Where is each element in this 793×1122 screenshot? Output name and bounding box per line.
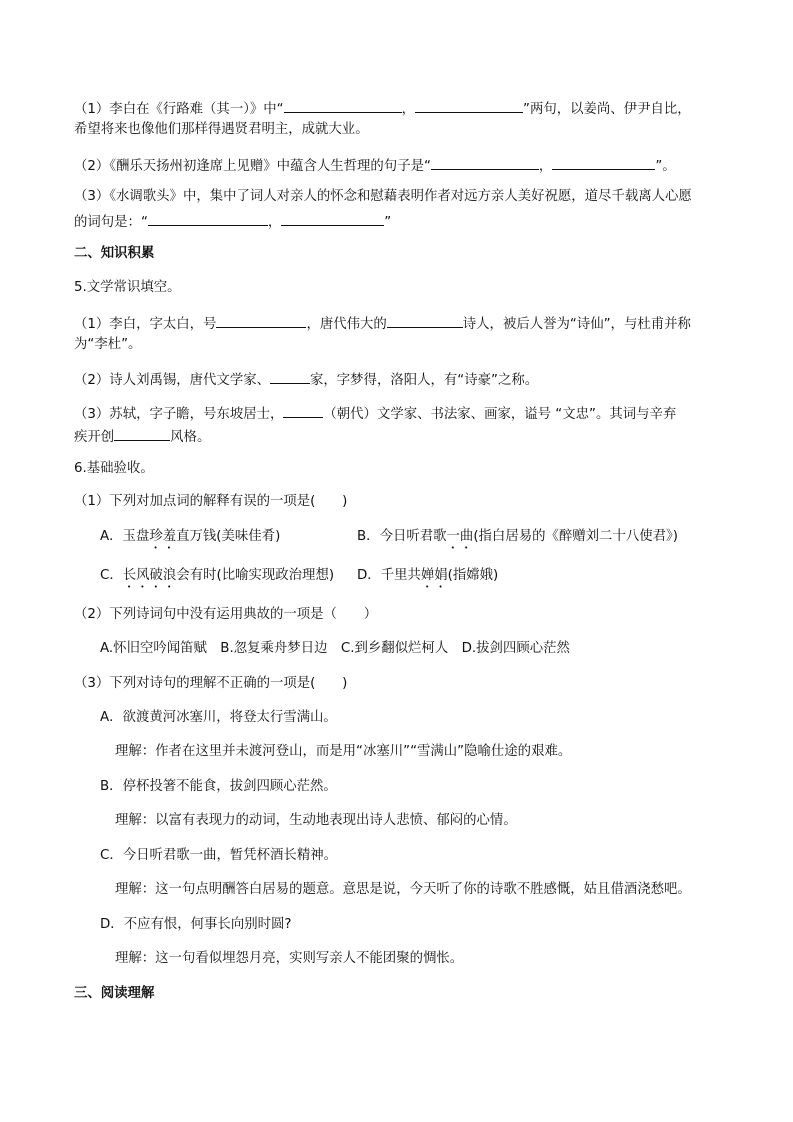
q6-title: 6.基础验收。: [74, 461, 154, 476]
answer-blank[interactable]: [270, 369, 310, 384]
q4-1-line1: （1）李白在《行路难（其一）》中“ ， ”两句，以姜尚、伊尹自比，: [74, 98, 691, 119]
q5-3-line1: （3）苏轼，字子瞻，号东坡居士， （朝代）文学家、书法家、画家，谥号 “文忠”。其词与辛弃: [74, 403, 676, 424]
q5-1-line2: 为“李杜”。: [74, 337, 142, 352]
q6-1-option-d[interactable]: D．千里共婵娟(指嫦娥): [357, 568, 499, 583]
section-title: 三、阅读理解: [74, 986, 155, 1001]
q6-3-explanation-a: 理解：作者在这里并未渡河登山，而是用“冰塞川”“雪满山”隐喻仕途的艰难。: [115, 744, 572, 759]
q6-3-stem: （3）下列对诗句的理解不正确的一项是( ): [74, 676, 348, 691]
q6-2-stem: （2）下列诗词句中没有运用典故的一项是（ ）: [74, 607, 378, 622]
q6-3-explanation-b: 理解：以富有表现力的动词，生动地表现出诗人悲愤、郁闷的心情。: [115, 813, 517, 828]
dotted-word: 一曲: [446, 529, 474, 544]
answer-blank[interactable]: [387, 313, 463, 328]
q5-3-line2: 疾开创 风格。: [74, 426, 210, 447]
q6-3-option-a[interactable]: A．欲渡黄河冰塞川，将登太行雪满山。: [100, 710, 337, 725]
answer-blank[interactable]: [283, 403, 323, 418]
q5-2-line: （2）诗人刘禹锡，唐代文学家、 家，字梦得，洛阳人，有“诗豪”之称。: [74, 369, 538, 390]
q6-3-option-b[interactable]: B．停杯投箸不能食，拔剑四顾心茫然。: [100, 779, 337, 794]
answer-blank[interactable]: [148, 211, 268, 226]
q6-3-option-d[interactable]: D．不应有恨，何事长向别时圆?: [100, 917, 292, 932]
answer-blank[interactable]: [216, 313, 306, 328]
q6-1-option-a[interactable]: A．玉盘珍羞直万钱(美味佳肴): [100, 529, 281, 544]
answer-blank[interactable]: [552, 155, 655, 170]
q6-1-stem: （1）下列对加点词的解释有误的一项是( ): [74, 494, 348, 509]
answer-blank[interactable]: [281, 211, 384, 226]
q4-3-line2: 的词句是：“ ， ”: [74, 211, 391, 232]
answer-blank[interactable]: [415, 98, 523, 113]
q4-2-line: （2）《酬乐天扬州初逢席上见赠》中蕴含人生哲理的句子是“ ， ”。: [74, 155, 676, 176]
q6-3-explanation-d: 理解：这一句看似埋怨月亮，实则写亲人不能团聚的惆怅。: [115, 951, 464, 966]
q6-1-option-b[interactable]: B．今日听君歌一曲(指白居易的《醉赠刘二十八使君》): [357, 529, 678, 544]
dotted-word: 婵娟: [420, 568, 448, 583]
q4-3-line1: （3）《水调歌头》中，集中了词人对亲人的怀念和慰藉表明作者对远方亲人美好祝愿，道尽千载离人心愿: [74, 189, 692, 204]
q6-1-option-c[interactable]: C．长风破浪会有时(比喻实现政治理想): [100, 568, 335, 583]
q6-2-options[interactable]: A.怀旧空吟闻笛赋 B.忽复乘舟梦日边 C.到乡翻似烂柯人 D.拔剑四顾心茫然: [100, 641, 570, 656]
q5-1-line1: （1）李白，字太白，号 ，唐代伟大的 诗人，被后人誉为“诗仙”，与杜甫并称: [74, 313, 691, 334]
q6-3-explanation-c: 理解：这一句点明酬答白居易的题意。意思是说，今天听了你的诗歌不胜感慨，姑且借酒浇愁吧。: [115, 882, 691, 897]
q4-1-line2: 希望将来也像他们那样得遇贤君明主，成就大业。: [74, 122, 369, 137]
dotted-word: 珍羞: [149, 529, 177, 544]
answer-blank[interactable]: [431, 155, 539, 170]
answer-blank[interactable]: [114, 426, 170, 441]
q5-title: 5.文学常识填空。: [74, 280, 181, 295]
q6-3-option-c[interactable]: C．今日听君歌一曲，暂凭杯酒长精神。: [100, 848, 337, 863]
dotted-word: 长风破浪: [122, 568, 177, 583]
answer-blank[interactable]: [284, 98, 402, 113]
section-title: 二、知识积累: [74, 246, 155, 261]
